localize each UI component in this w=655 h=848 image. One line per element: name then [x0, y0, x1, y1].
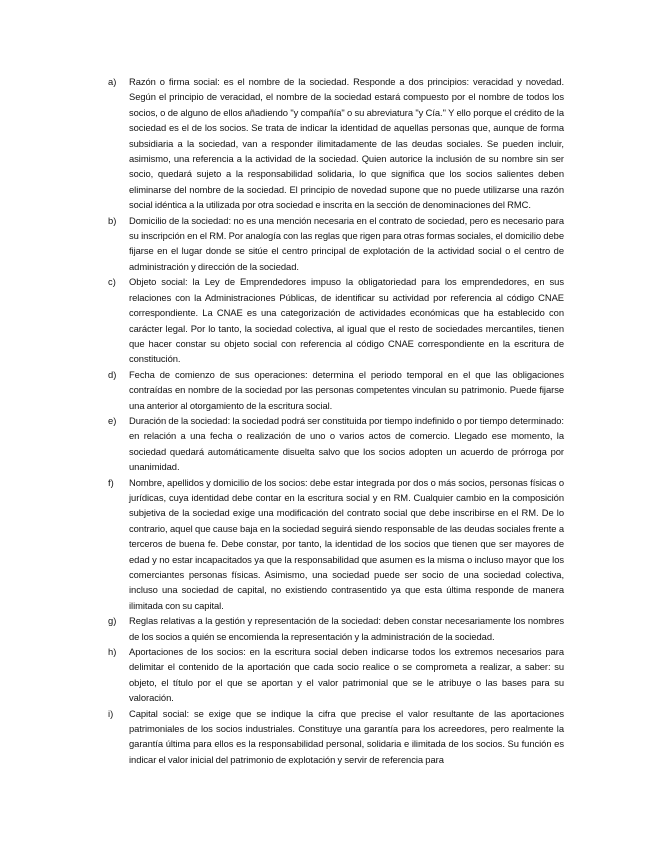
list-item: [108, 367, 564, 413]
list-marker: f): [108, 476, 114, 488]
list-item: [108, 413, 564, 475]
list-marker: g): [108, 615, 117, 627]
list-item: [108, 74, 564, 213]
list-marker: e): [108, 414, 117, 426]
paragraph-aportaciones: Aportaciones de los socios: en la escritura social deben indicarse todos los extremos necesarios para delimitar el contenido de la aportación que cada socio realice o se comprometa a realizar, a saber: su objeto, el título por el que se aportan y el valor patrimonial que se le atribuye o las bases para su valoración.: [129, 646, 564, 704]
list-marker: d): [108, 368, 117, 380]
paragraph-gestion: Reglas relativas a la gestión y representación de la sociedad: deben constar necesariamente los nombres de los socios a quién se encomienda la representación y la administración de la sociedad.: [129, 615, 564, 642]
list-marker: i): [108, 707, 114, 719]
clause-list: [108, 74, 564, 767]
paragraph-socios: Nombre, apellidos y domicilio de los socios: debe estar integrada por dos o más socios, personas físicas o jurídicas, cuya identidad debe contar en la escritura social y en RM. Cualquier cambio en la composición subjetiva de la sociedad exige una modificación del contrato social que debe inscribirse en el RM. De lo contrario, aquel que cause baja en la sociedad seguirá siendo responsable de las deudas sociales frente a terceros de buena fe. Debe constar, por tanto, la identidad de los socios que tienen que ser mayores de edad y no estar incapacitados ya que la responsabilidad que asumen es la misma o incluso mayor que los comerciantes personas físicas. Asimismo, una sociedad puede ser socio de una sociedad colectiva, incluso una sociedad de capital, no existiendo contrasentido ya que esta última responde de manera ilimitada con su capital.: [129, 476, 564, 611]
list-marker: c): [108, 276, 116, 288]
paragraph-objeto-social: Objeto social: la Ley de Emprendedores impuso la obligatoriedad para los emprendedores, en sus relaciones con la Administraciones Públicas, de identificar su actividad por referencia al código CNAE correspondiente. La CNAE es una categorización de actividades económicas que ha establecido con carácter legal. Por lo tanto, la sociedad colectiva, al igual que el resto de sociedades mercantiles, tienen que hacer constar su objeto social con referencia al código CNAE correspondiente en la escritura de constitución.: [129, 276, 564, 365]
list-marker: a): [108, 76, 117, 87]
paragraph-duracion: Duración de la sociedad: la sociedad podrá ser constituida por tiempo indefinido o por tiempo determinado: en relación a una fecha o realización de uno o varios actos de comercio. Llegado ese momento, la sociedad quedará automáticamente disuelta salvo que los socios adopten un acuerdo de prórroga por unanimidad.: [129, 414, 564, 473]
list-item: [108, 706, 564, 768]
list-item: [108, 613, 564, 644]
list-item: [108, 274, 564, 366]
list-marker: h): [108, 646, 117, 658]
list-item: [108, 475, 564, 614]
list-marker: b): [108, 214, 117, 226]
list-item: [108, 644, 564, 706]
list-item: [108, 213, 564, 275]
paragraph-domicilio: Domicilio de la sociedad: no es una mención necesaria en el contrato de sociedad, pero es necesario para su inscripción en el RM. Por analogía con las reglas que rigen para otras formas sociales, el domicilio debe fijarse en el lugar donde se sitúe el centro principal de explotación de la actividad social o el centro de administración y dirección de la sociedad.: [129, 214, 564, 272]
paragraph-razon-social: Razón o firma social: es el nombre de la sociedad. Responde a dos principios: veracidad y novedad. Según el principio de veracidad, el nombre de la sociedad estará compuesto por el nombre de todos los socios, o de alguno de ellos añadiendo "y compañía" o su abreviatura "y Cía." Y ello porque el crédito de la sociedad es el de los socios. Se trata de indicar la identidad de aquellas personas que, aunque de forma subsidiaria a la sociedad, van a responder ilimitadamente de las deudas sociales. Se pueden incluir, asimismo, una referencia a la actividad de la sociedad. Quien autorice la inclusión de su nombre sin ser socio, quedará sujeto a la responsabilidad solidaria, lo que significa que los socios salientes deben eliminarse del nombre de la sociedad. El principio de novedad supone que no puede utilizarse una razón social idéntica a la utilizada por otra sociedad e inscrita en la sección de denominaciones del RMC.: [129, 76, 564, 211]
paragraph-fecha-comienzo: Fecha de comienzo de sus operaciones: determina el periodo temporal en el que las obligaciones contraídas en nombre de la sociedad por las personas competentes vinculan su patrimonio. Puede fijarse una anterior al otorgamiento de la escritura social.: [129, 368, 564, 411]
paragraph-capital-social: Capital social: se exige que se indique la cifra que precise el valor resultante de las aportaciones patrimoniales de los socios industriales. Constituye una garantía para los acreedores, pero realmente la garantía última para ellos es la responsabilidad personal, solidaria e ilimitada de los socios. Su función es indicar el valor inicial del patrimonio de explotación y servir de referencia para: [129, 707, 564, 765]
